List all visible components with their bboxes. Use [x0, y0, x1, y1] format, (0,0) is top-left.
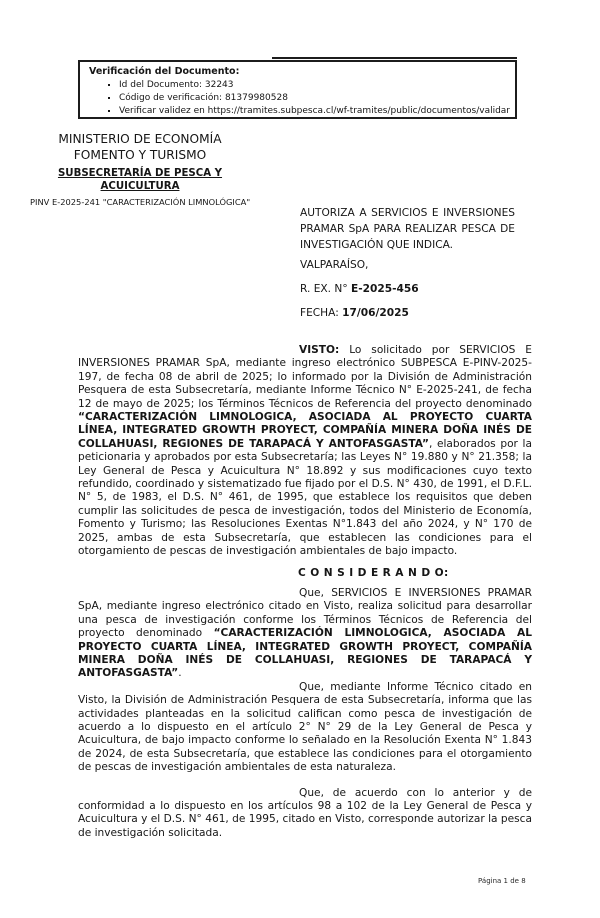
- resolution-header: [300, 205, 515, 321]
- scan-artifact-line: [272, 57, 517, 59]
- resolution-number-value: E-2025-456: [351, 283, 419, 295]
- letterhead: [40, 131, 240, 193]
- verification-box: [78, 60, 517, 119]
- margin-reference: PINV E-2025-241 "CARACTERIZACIÓN LIMNOLÓGICA": [30, 197, 251, 207]
- considerando-paragraph-3: Que, de acuerdo con lo anterior y de conformidad a lo dispuesto en los artículos 98 a 102 de la Ley General de Pesca y Acuicultura y el D.S. N° 461, de 1995, citado en Visto, corresponde autorizar la pesca de investigación solicitada.: [78, 786, 532, 839]
- verification-item-url: ▪ Verificar validez en https://tramites.subpesca.cl/wf-tramites/public/documentos/validar: [119, 105, 515, 118]
- verification-item-document-id: ▪ Id del Documento: 32243: [119, 79, 515, 92]
- resolution-subject: AUTORIZA A SERVICIOS E INVERSIONES PRAMAR SpA PARA REALIZAR PESCA DE INVESTIGACIÓN QUE INDICA.: [300, 207, 515, 251]
- date-value: 17/06/2025: [342, 307, 409, 319]
- visto-paragraph: [78, 344, 532, 559]
- resolution-number-line: [300, 281, 515, 297]
- resolution-number-label: R. EX. N°: [300, 283, 348, 295]
- resolution-body: [78, 344, 532, 840]
- date-line: [300, 305, 515, 321]
- ministry-line-1: MINISTERIO DE ECONOMÍA: [58, 132, 222, 146]
- paragraph2-text-pre: Que, SERVICIOS E INVERSIONES PRAMAR SpA, mediante ingreso electrónico citado en Visto, realiza solicitud para desarrollar una pesca de investigación conforme los Términos Técnicos de Referencia del proyecto denominado: [78, 586, 532, 640]
- department-line-2: ACUICULTURA: [100, 181, 180, 192]
- project-title-bold: “CARACTERIZACIÓN LIMNOLOGICA, ASOCIADA AL PROYECTO CUARTA LÍNEA, INTEGRATED GROWTH PROYECT, COMPAÑÍA MINERA DOÑA INÉS DE COLLAHUASI, REGIONES DE TARAPACÁ Y ANTOFASGASTA”: [78, 411, 532, 450]
- verification-item-code: ▪ Código de verificación: 81379980528: [119, 92, 515, 105]
- considerando-heading: C O N S I D E R A N D O:: [298, 566, 449, 579]
- project-title-bold-2: “CARACTERIZACIÓN LIMNOLOGICA, ASOCIADA AL PROYECTO CUARTA LÍNEA, INTEGRATED GROWTH PROYECT, COMPAÑÍA MINERA DOÑA INÉS DE COLLAHUASI, REGIONES DE TARAPACÁ Y ANTOFASGASTA”: [78, 627, 532, 680]
- ministry-line-2: FOMENTO Y TURISMO: [73, 148, 207, 162]
- verification-title: Verificación del Documento:: [89, 66, 240, 77]
- page-number: Página 1 de 8: [478, 877, 526, 885]
- visto-text-pre: Lo solicitado por SERVICIOS E INVERSIONES PRAMAR SpA, mediante ingreso electrónico SUBPESCA E-PINV-2025-197, de fecha 08 de abril de 2025; lo informado por la División de Administración Pesquera de esta Subsecretaría, mediante Informe Técnico N° E-2025-241, de fecha 12 de mayo de 2025; los Términos Técnicos de Referencia del proyecto denominado: [78, 344, 532, 410]
- city-line: VALPARAÍSO,: [300, 259, 369, 271]
- verification-list: [89, 79, 515, 118]
- department-line-1: SUBSECRETARÍA DE PESCA Y: [57, 168, 223, 179]
- date-label: FECHA:: [300, 307, 339, 319]
- paragraph2-text-post: .: [178, 667, 182, 680]
- visto-label: VISTO:: [299, 344, 340, 356]
- visto-text-post: , elaborados por la peticionaria y aprobados por esta Subsecretaría; las Leyes N° 19.880 y N° 21.358; la Ley General de Pesca y Acuicultura N° 18.892 y sus modificaciones cuyo texto refundido, coordinado y sistematizado fue fijado por el D.S. N° 430, de 1991, el D.F.L. N° 5, de 1983, el D.S. N° 461, de 1995, que establece los requisitos que deben cumplir las solicitudes de pesca de investigación, todos del Ministerio de Economía, Fomento y Turismo; las Resoluciones Exentas N°1.843 del año 2024, y N° 170 de 2025, ambas de esta Subsecretaría, que establecen las condiciones para el otorgamiento de pescas de investigación ambientales de bajo impacto.: [78, 437, 532, 558]
- considerando-paragraph-1: [78, 587, 532, 681]
- considerando-paragraph-2: Que, mediante Informe Técnico citado en Visto, la División de Administración Pesquera de esta Subsecretaría, informa que las actividades planteadas en la solicitud califican como pesca de investigación de acuerdo a lo dispuesto en el artículo 2° N° 29 de la Ley General de Pesca y Acuicultura, de bajo impacto conforme lo señalado en la Resolución Exenta N° 1.843 de 2024, de esta Subsecretaría, que establece las condiciones para el otorgamiento de pescas de investigación ambientales de esta naturaleza.: [78, 680, 532, 774]
